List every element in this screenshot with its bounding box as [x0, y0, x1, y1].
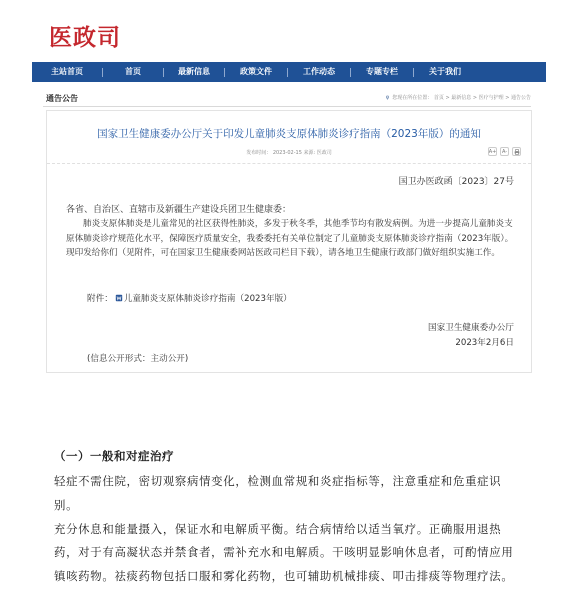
- font-decrease-button[interactable]: A-: [501, 148, 508, 155]
- nav-item-policy-documents[interactable]: 政策文件: [240, 67, 272, 76]
- word-document-icon: [115, 294, 123, 302]
- section-title: 通告公告: [46, 94, 78, 103]
- issuer-signature: 国家卫生健康委办公厅: [428, 323, 514, 333]
- issue-date: 2023年2月6日: [455, 338, 514, 348]
- notice-article: [46, 110, 532, 373]
- excerpt-heading: （一）一般和对症治疗: [54, 449, 174, 463]
- section-header: [43, 92, 531, 107]
- main-nav: [32, 62, 546, 82]
- breadcrumb-text[interactable]: 您现在所在位置： 首页 > 最新信息 > 医疗与护理 > 通告公告: [392, 95, 531, 101]
- salutation: 各省、自治区、直辖市及新疆生产建设兵团卫生健康委：: [66, 205, 292, 215]
- attachment-link[interactable]: 儿童肺炎支原体肺炎诊疗指南（2023年版）: [123, 294, 292, 304]
- excerpt-paragraph: 充分休息和能量摄入，保证水和电解质平衡。结合病情给以适当氧疗。正确服用退热药，对于有高凝状态并禁食者，需补充水和电解质。干咳明显影响休息者，可酌情应用镇咳药物。祛痰药物包括口服和雾化药物，也可辅助机械排痰、叩击排痰等物理疗法。: [54, 521, 514, 584]
- disclosure-form: (信息公开形式：主动公开): [87, 354, 189, 364]
- treatment-excerpt: [54, 448, 524, 589]
- print-button[interactable]: [512, 147, 521, 156]
- site-logo[interactable]: 医政司: [49, 25, 121, 51]
- article-title: 国家卫生健康委办公厅关于印发儿童肺炎支原体肺炎诊疗指南（2023年版）的通知: [97, 128, 481, 140]
- breadcrumb: [385, 94, 531, 101]
- title-divider: [47, 163, 531, 164]
- nav-item-special-topics[interactable]: 专题专栏: [366, 67, 398, 76]
- body-paragraph: 肺炎支原体肺炎是儿童常见的社区获得性肺炎，多发于秋冬季，其他季节均有散发病例。为进一步提高儿童肺炎支原体肺炎诊疗规范化水平，保障医疗质量安全，我委委托有关单位制定了儿童肺炎支原体肺炎诊疗指南（2023年版）。现印发给你们（见附件，可在国家卫生健康委网站医政司栏目下载），请各地卫生健康行政部门做好组织实施工作。: [66, 219, 514, 259]
- nav-item-work-news[interactable]: 工作动态: [303, 67, 335, 76]
- article-meta: 发布时间： 2023-02-15 来源: 医政司: [246, 150, 332, 156]
- document-number: 国卫办医政函〔2023〕27号: [398, 177, 514, 187]
- nav-item-home[interactable]: 首页: [125, 67, 141, 76]
- font-increase-button[interactable]: A+: [488, 148, 497, 155]
- location-pin-icon: [385, 95, 390, 100]
- article-tools: [488, 147, 521, 156]
- print-icon: [514, 149, 520, 155]
- attachment-label: 附件：: [87, 294, 113, 304]
- excerpt-paragraph: 轻症不需住院，密切观察病情变化，检测血常规和炎症指标等，注意重症和危重症识别。: [54, 474, 502, 512]
- attachment-row: [87, 292, 292, 304]
- nav-item-about-us[interactable]: 关于我们: [429, 67, 461, 76]
- nav-item-latest-info[interactable]: 最新信息: [178, 67, 210, 76]
- nav-item-main-home[interactable]: 主站首页: [51, 67, 83, 76]
